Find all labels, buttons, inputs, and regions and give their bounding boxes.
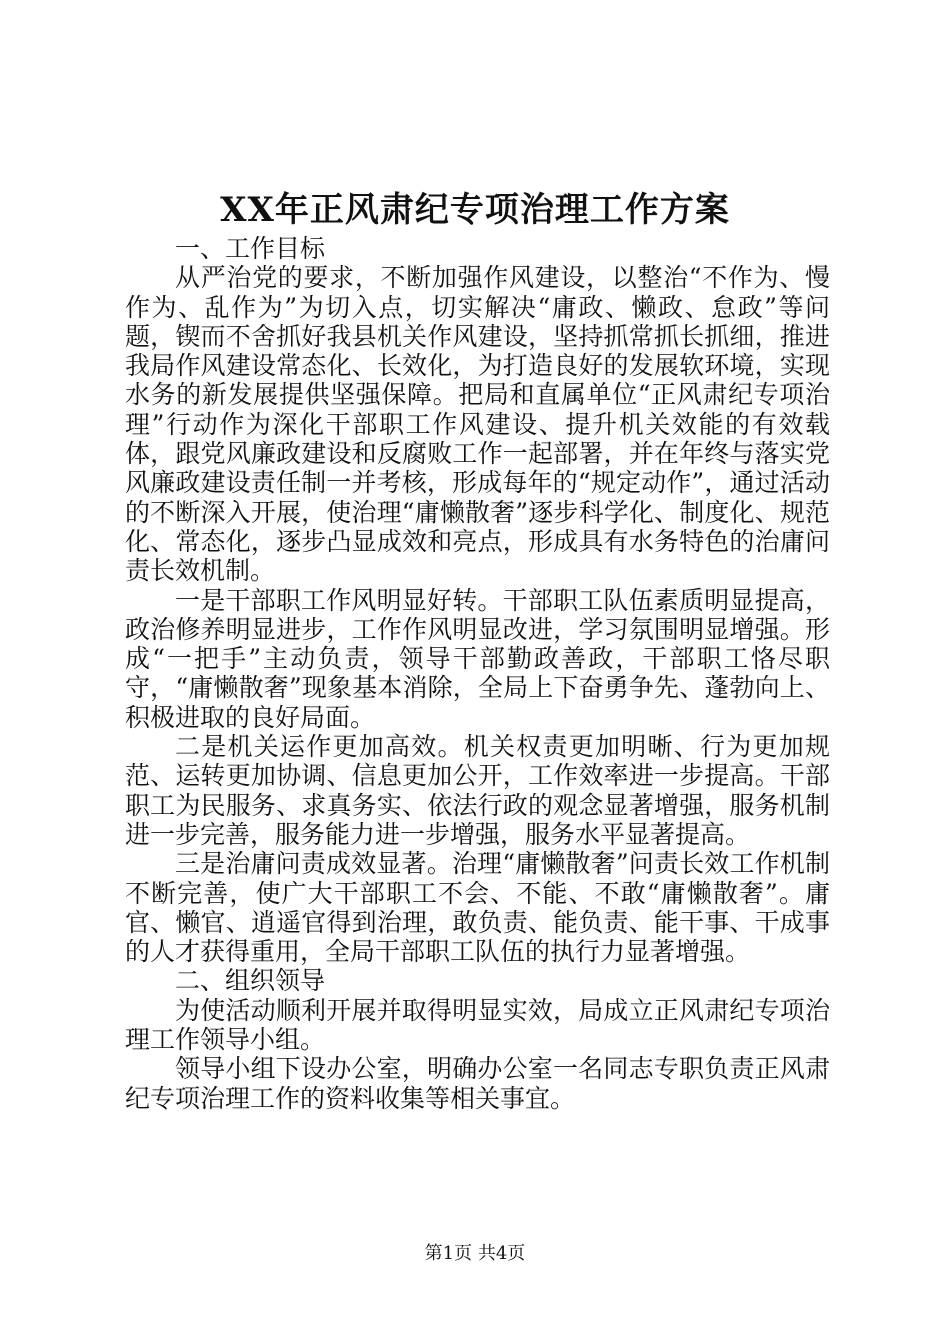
section-heading-leadership: 二、组织领导 [175,966,326,996]
page-number-footer: 第1页 共4页 [424,1243,526,1264]
body-paragraph: 从严治党的要求，不断加强作风建设，以整治“不作为、慢作为、乱作为”为切入点，切实解决“庸政、懒政、怠政”等问题，锲而不舍抓好我县机关作风建设，坚持抓常抓长抓细，推进我局作风建设常态化、长效化，为打造良好的发展软环境，实现水务的新发展提供坚强保障。把局和直属单位“正风肃纪专项治理”行动作为深化干部职工作风建设、提升机关效能的有效载体，跟党风廉政建设和反腐败工作一起部署，并在年终与落实党风廉政建设责任制一并考核，形成每年的“规定动作”，通过活动的不断深入开展，使治理“庸懒散奢”逐步科学化、制度化、规范化、常态化，逐步凸显成效和亮点，形成具有水务特色的治庸问责长效机制。 [125,263,830,586]
document-body [125,234,830,1113]
body-paragraph: 一是干部职工作风明显好转。干部职工队伍素质明显提高，政治修养明显进步，工作作风明显改进，学习氛围明显增强。形成“一把手”主动负责，领导干部勤政善政，干部职工恪尽职守，“庸懒散奢”现象基本消除，全局上下奋勇争先、蓬勃向上、积极进取的良好局面。 [125,585,830,732]
body-paragraph: 领导小组下设办公室，明确办公室一名同志专职负责正风肃纪专项治理工作的资料收集等相关事宜。 [125,1054,830,1113]
body-paragraph: 为使活动顺利开展并取得明显实效，局成立正风肃纪专项治理工作领导小组。 [125,995,830,1055]
document-title: XX年正风肃纪专项治理工作方案 [220,190,730,230]
body-paragraph: 三是治庸问责成效显著。治理“庸懒散奢”问责长效工作机制不断完善，使广大干部职工不会、不能、不敢“庸懒散奢”。庸官、懒官、逍遥官得到治理，敢负责、能负责、能干事、干成事的人才获得重用，全局干部职工队伍的执行力显著增强。 [125,849,830,967]
body-paragraph: 二是机关运作更加高效。机关权责更加明晰、行为更加规范、运转更加协调、信息更加公开，工作效率进一步提高。干部职工为民服务、求真务实、依法行政的观念显著增强，服务机制进一步完善，服务能力进一步增强，服务水平显著提高。 [125,732,830,849]
section-heading-goals: 一、工作目标 [175,234,326,263]
